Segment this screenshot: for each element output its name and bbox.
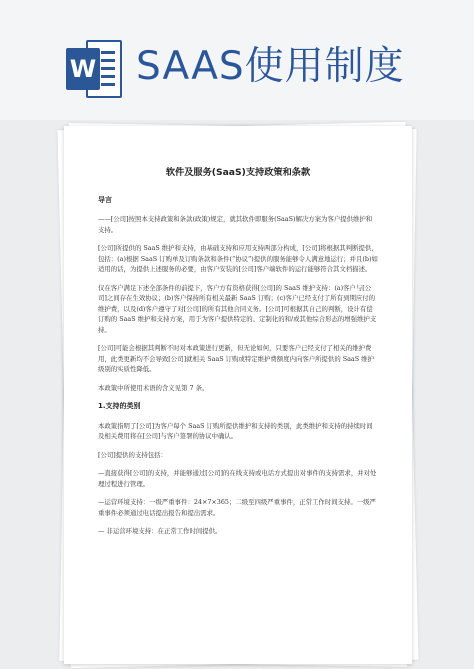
- intro-heading: 导言: [98, 195, 112, 204]
- paragraph: 本政策指明了[公司]为客户每个 SaaS 订购所提供维护和支持的类别，此类维护和支持的持续时间及相关费用将在[公司]与客户签署的协议中确认。: [98, 421, 373, 440]
- paragraph: ——[公司]按照本支持政策和条款(政策)规定，就其软件即服务(SaaS)解决方案为客户提供维护和支持。: [98, 215, 373, 234]
- paragraph: 本政策中所使用术语的含义见第 7 条。: [98, 383, 209, 392]
- list-item: —直接获得[公司]的支持，并能够通过[公司]的在线支持或电话方式提出对事件的支持需求，并对处理过程进行管理。: [98, 469, 377, 488]
- list-item: — 非运营环境支持：在正常工作时间提供。: [98, 527, 222, 535]
- word-letter-tile: W: [66, 48, 100, 90]
- list-item: —运营环境支持：一级严重事件：24×7×365；二级至四级严重事件，正常工作时间支持。一级严重事件必须通过电话提出报告和提出需求。: [98, 498, 376, 517]
- paragraph: [公司]可能会根据其判断不时对本政策进行更新，但无论如何，只要客户已经支付了相关的维护费用，此类更新均不会导致[公司]就相关 SaaS 订购或特定维护费额度内向客户所提供的 SaaS 维护级别的实质性降低。: [98, 344, 374, 373]
- section-heading: 1.支持的类别: [98, 402, 141, 410]
- word-document-icon: [66, 36, 122, 102]
- paragraph: [公司]所提供的 SaaS 维护和支持，由基础支持和应用支持两部分构成，[公司]将根据其判断提供，包括：(a)根据 SaaS 订购单及订购条款和条件(“协议”)提供的服务能够令人满意地运行；并且(b)如适用的话，为提供上述服务的必要，由客户安装的[公司]客户端软件的运行能够符合其文档描述。: [98, 244, 378, 273]
- paragraph: 仅在客户满足下述全部条件的前提下，客户方有资格获得[公司]的 SaaS 维护支持：(a)客户与[公司]之间存在生效协议；(b)客户保持所有相关最新 SaaS 订购；(c)客户已经支付了所有到期应付的维护费，以及(d)客户遵守了对[公司]的所有其他合同义务。[公司]可根据其自己的判断，设计有偿订购的 SaaS 维护和支持方案，用于为客户提供特定的、定制化的和/或其他综合形态的增强维护支持。: [98, 283, 377, 334]
- page-title: SAAS使用制度: [136, 44, 405, 89]
- document-page: [64, 126, 412, 664]
- page-header: [0, 0, 474, 120]
- document-title: 软件及服务(SaaS)支持政策和条款: [165, 167, 311, 178]
- paragraph: [公司]提供的支持包括：: [98, 450, 167, 459]
